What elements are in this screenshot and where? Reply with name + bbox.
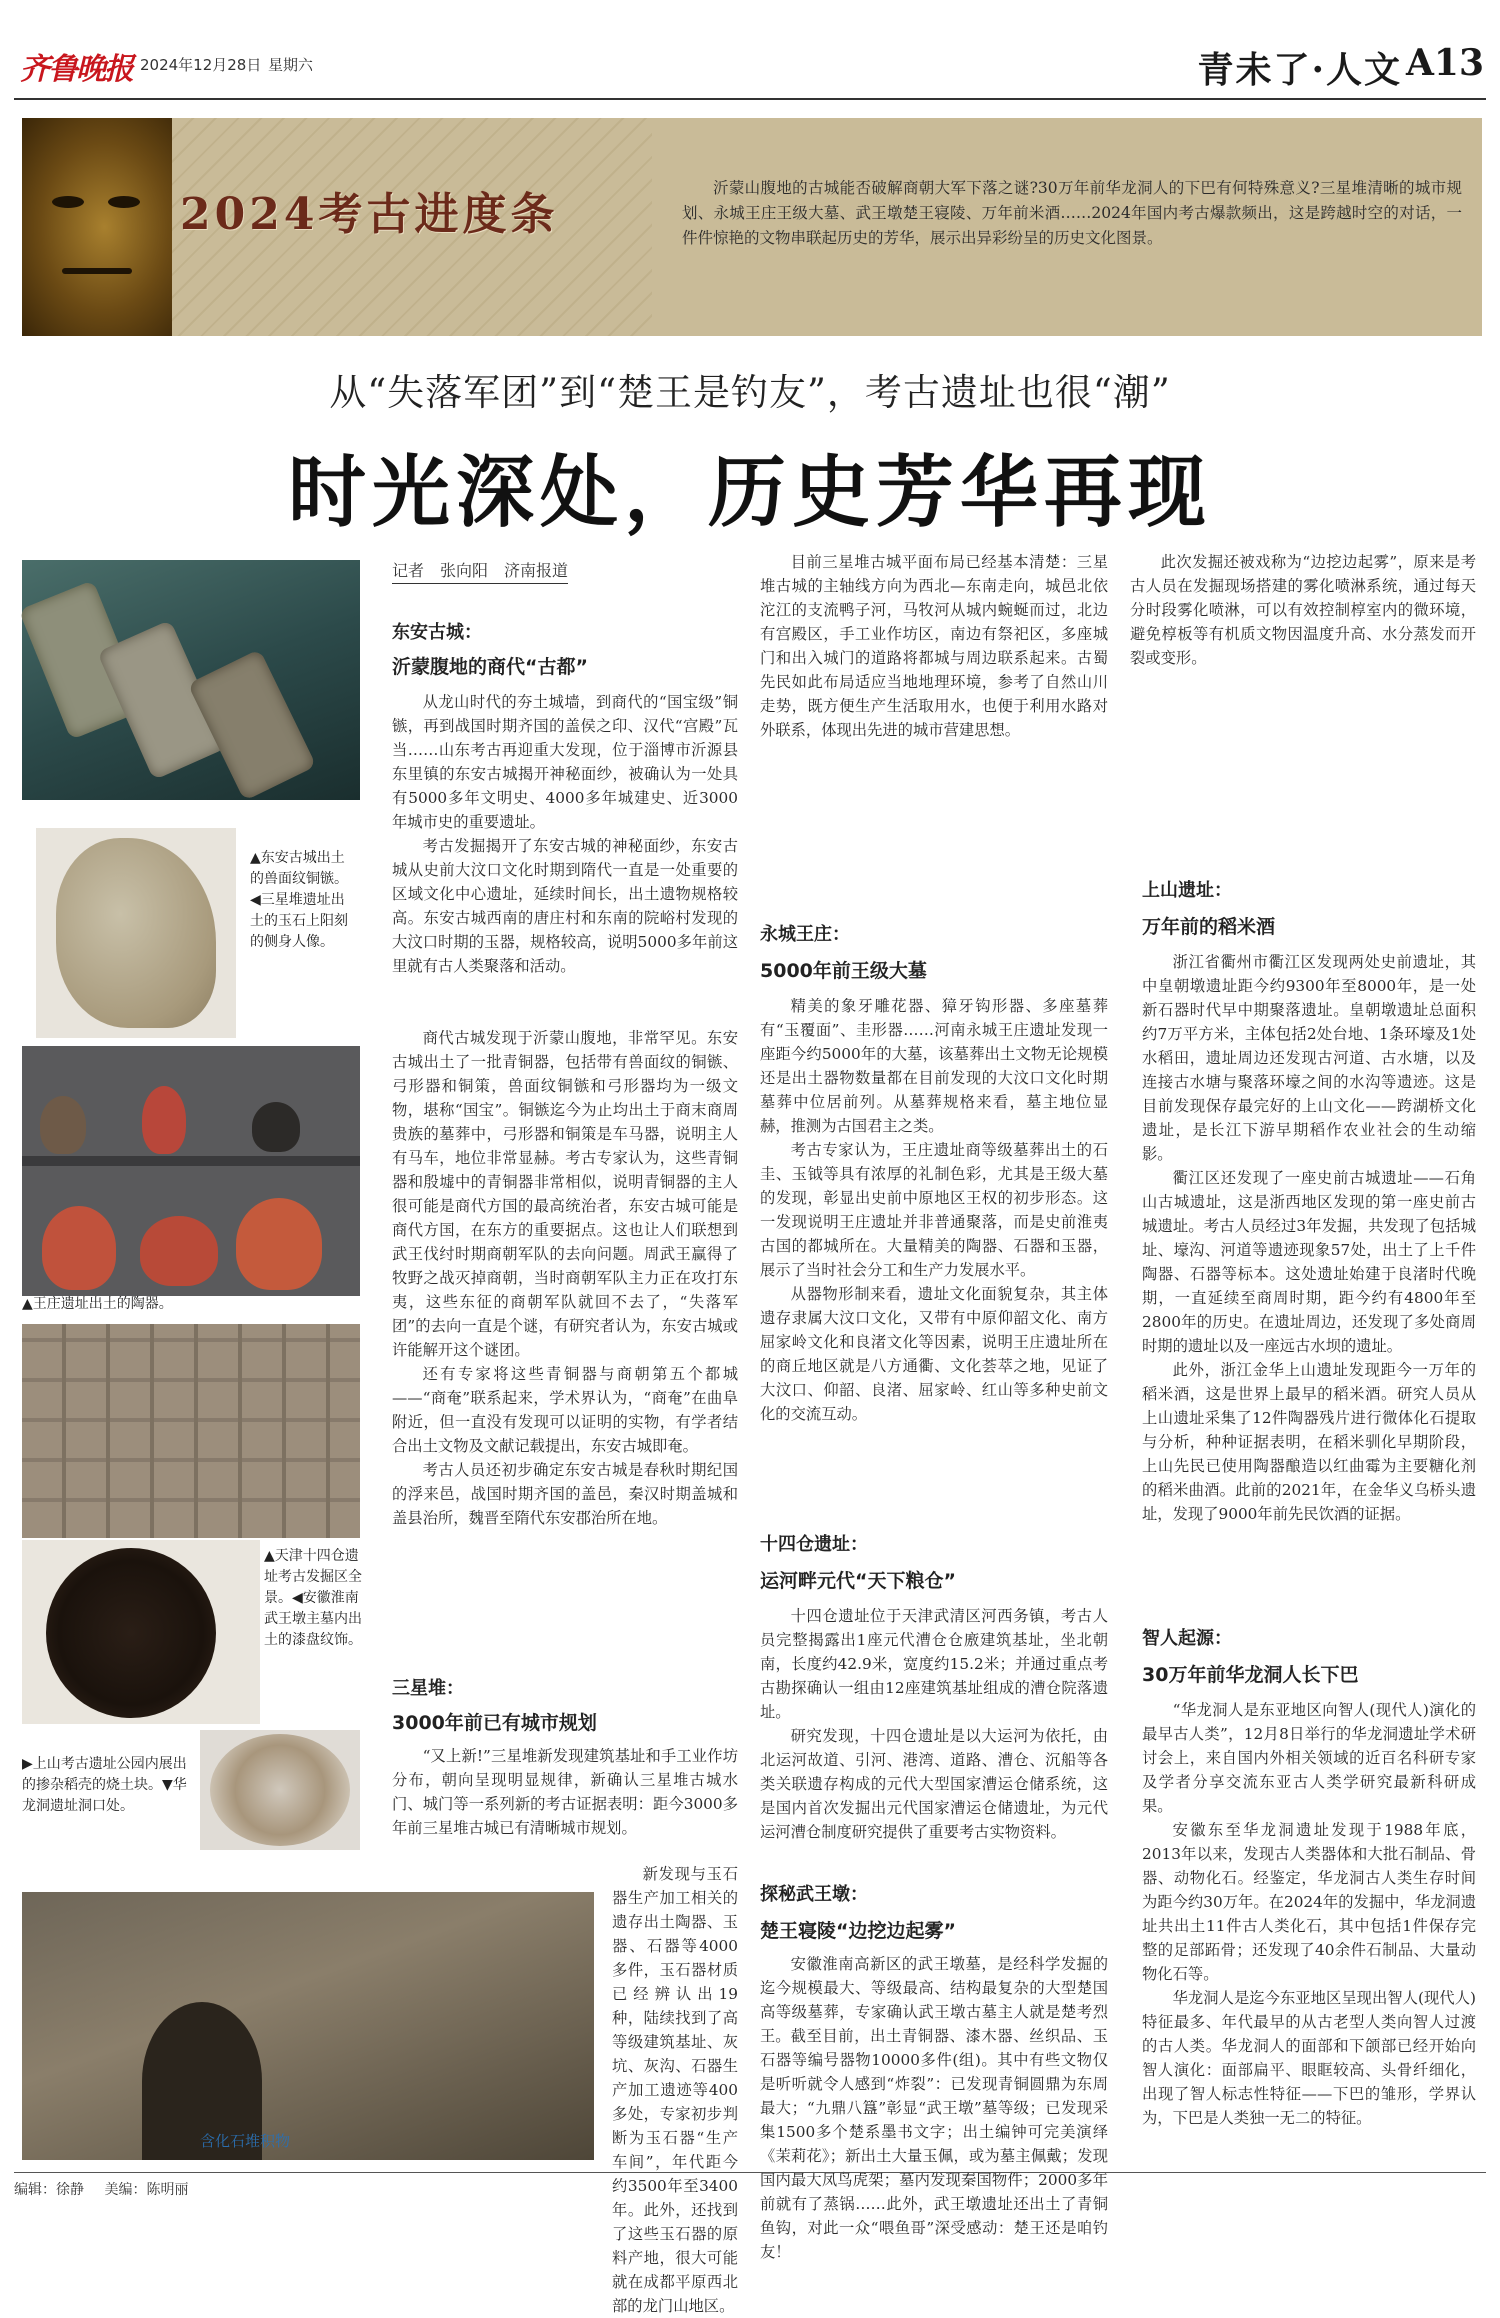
mask-mouth bbox=[62, 268, 132, 274]
paragraph: 考古人员还初步确定东安古城是春秋时期纪国的浮来邑，战国时期齐国的盖邑，秦汉时期盖城和盖县治所，魏晋至隋代东安郡治所在地。 bbox=[392, 1461, 738, 1527]
lacquer-plate-photo bbox=[22, 1540, 260, 1724]
article-column bbox=[392, 690, 738, 978]
paragraph: 衢江区还发现了一座史前古城遗址——石角山古城遗址，这是浙西地区发现的第一座史前古城遗址。考古人员经过3年发掘，共发现了包括城址、壕沟、河道等遗迹现象57处，出土了上千件陶器、石器等标本。这处遗址始建于良渚时代晚期，一直延续至商周时期，距今约有4800年至2800年的历史。在遗址周边，还发现了多处商周时期的遗址以及一座远古水坝的遗址。 bbox=[1142, 1169, 1476, 1355]
article-column bbox=[760, 550, 1108, 742]
photo-caption: ▶上山考古遗址公园内展出的掺杂稻壳的烧土块。▼华龙洞遗址洞口处。 bbox=[22, 1756, 187, 1814]
section-title: 30万年前华龙洞人长下巴 bbox=[1142, 1664, 1359, 1686]
excavation-aerial-photo bbox=[22, 1324, 360, 1538]
section-kicker: 上山遗址： bbox=[1142, 880, 1232, 901]
article-column bbox=[1142, 950, 1476, 1526]
paragraph: 安徽淮南高新区的武王墩墓，是经科学发掘的迄今规模最大、等级最高、结构最复杂的大型楚国高等级墓葬，专家确认武王墩古墓主人就是楚考烈王。 bbox=[760, 1955, 1108, 2045]
article-column bbox=[1142, 1698, 1476, 2168]
paragraph: 截至目前，出土青铜器、漆木器、丝织品、玉石器等编号器物10000多件(组)。其中有些文物仅是听听就令人感到“炸裂”：已发现青铜圆鼎为东周最大；“九鼎八簋”彰显“武王墩”墓等级；已发现采集1500多个楚系墨书文字；出土编钟可完美演绎《茉莉花》；新出土大量玉佩，或为墓主佩戴；发现国内最大凤鸟虎架；墓内发现秦国物件；2000多年前就有了蒸锅……此外，武王墩遗址还出土了青铜鱼钩，对此一众“喂鱼哥”深受感动：楚王还是咱钓友！ bbox=[760, 2027, 1108, 2261]
burnt-clay-photo bbox=[200, 1730, 360, 1850]
banner-title: 2024考古进度条 bbox=[180, 189, 559, 240]
section-kicker: 永城王庄： bbox=[760, 924, 850, 945]
photo-caption: ▲王庄遗址出土的陶器。 bbox=[22, 1296, 173, 1312]
paragraph: 商代古城发现于沂蒙山腹地，非常罕见。东安古城出土了一批青铜器，包括带有兽面纹的铜镞、弓形器和铜策，兽面纹铜镞和弓形器均为一级文物，堪称“国宝”。铜镞迄今为止均出土于商末商周贵族的墓葬中，弓形器和铜策是车马器，说明主人有马车，地位非常显赫。考古专家认为，这些青铜器和殷墟中的青铜器非常相似，说明青铜器的主人很可能是商代方国的最高统治者，东安古城可能是商代方国，在东方的重要据点。这也让人们联想到武王伐纣时期商朝军队的去向问题。周武王赢得了牧野之战灭掉商朝，当时商朝军队主力正在攻打东夷，这些东征的商朝军队就回不去了，“失落军团”的去向一直是个谜，有研究者认为，东安古城或许能解开这个谜团。 bbox=[392, 1029, 738, 1359]
paragraph: 精美的象牙雕花器、獐牙钩形器、多座墓葬有“玉覆面”、圭形器……河南永城王庄遗址发现一座距今约5000年的大墓，该墓葬出土文物无论规模还是出土器物数量都在目前发现的大汶口文化时期墓葬中位居前列。从墓葬规格来看，墓主地位显赫，推测为古国君主之类。 bbox=[760, 997, 1108, 1135]
paragraph: 目前三星堆古城平面布局已经基本清楚：三星堆古城的主轴线方向为西北—东南走向，城邑北依沱江的支流鸭子河，马牧河从城内蜿蜒而过，北边有宫殿区，手工业作坊区，南边有祭祀区，多座城门和出入城门的道路将都城与周边联系起来。古蜀先民如此布局适应当地地理环境，参考了自然山川走势，既方便生产生活取用水，也便于利用水路对外联系，体现出先进的城市营建思想。 bbox=[760, 553, 1108, 739]
article-column bbox=[392, 1026, 738, 1530]
paragraph: 新发现与玉石器生产加工相关的遗存出土陶器、玉器、石器等4000多件，玉石器材质已经辨认出19种，陆续找到了高等级建筑基址、灰坑、灰沟、石器生产加工遗迹等400多处，专家初步判断为玉石器“生产车间”，年代距今约3500年至3400年。此外，还找到了这些玉石器的原料产地，很大可能就在成都平原西北部的龙门山地区。 bbox=[612, 1865, 738, 2315]
article-column bbox=[760, 1604, 1108, 1844]
newspaper-logo: 齐鲁晚报 bbox=[20, 52, 132, 87]
paragraph: 浙江省衢州市衢江区发现两处史前遗址，其中皇朝墩遗址距今约9300年至8000年，是一处新石器时代早中期聚落遗址。皇朝墩遗址总面积约7万平方米，主体包括2处台地、1条环壕及1处水稻田，遗址周边还发现古河道、古水塘，以及连接古水塘与聚落环壕之间的水沟等遗迹。这是目前发现保存最完好的上山文化——跨湖桥文化遗址，是长江下游早期稻作农业社会的生动缩影。 bbox=[1142, 953, 1476, 1163]
photo-caption: ▲东安古城出土的兽面纹铜镞。◀三星堆遗址出土的玉石上阳刻的侧身人像。 bbox=[250, 850, 348, 950]
page-number: A13 bbox=[1405, 42, 1484, 84]
mask-eye-left bbox=[52, 196, 84, 208]
article-headline: 时光深处，历史芳华再现 bbox=[287, 447, 1212, 538]
paragraph: 此次发掘还被戏称为“边挖边起雾”，原来是考古人员在发掘现场搭建的雾化喷淋系统，通过每天分时段雾化喷淋，可以有效控制椁室内的微环境，避免椁板等有机质文物因温度升高、水分蒸发而开裂或变形。 bbox=[1130, 553, 1476, 667]
photo-caption: ▲天津十四仓遗址考古发掘区全景。◀安徽淮南武王墩主墓内出土的漆盘纹饰。 bbox=[264, 1548, 362, 1648]
paragraph: 还有专家将这些青铜器与商朝第五个都城——“商奄”联系起来，学术界认为，“商奄”在曲阜附近，但一直没有发现可以证明的实物，有学者结合出土文物及文献记载提出，东安古城即奄。 bbox=[392, 1365, 738, 1455]
section-kicker: 十四仓遗址： bbox=[760, 1534, 868, 1555]
section-title: 沂蒙腹地的商代“古都” bbox=[392, 656, 588, 678]
paragraph: 十四仓遗址位于天津武清区河西务镇，考古人员完整揭露出1座元代漕仓仓廒建筑基址，坐北朝南，长度约42.9米，宽度约15.2米；并通过重点考古勘探确认一组由12座建筑基址组成的漕仓院落遗址。 bbox=[760, 1607, 1108, 1721]
article-column bbox=[612, 1862, 738, 2315]
designer-credit: 美编：陈明丽 bbox=[104, 2182, 189, 2198]
paragraph: 考古专家认为，王庄遗址商等级墓葬出土的石圭、玉钺等具有浓厚的礼制色彩，尤其是王级大墓的发现，彰显出史前中原地区王权的初步形态。这一发现说明王庄遗址并非普通聚落，而是史前淮夷古国的都城所在。大量精美的陶器、石器和玉器，展示了当时社会分工和生产力发展水平。 bbox=[760, 1141, 1108, 1279]
feature-banner bbox=[22, 118, 1482, 336]
banner-intro: 沂蒙山腹地的古城能否破解商朝大军下落之谜?30万年前华龙洞人的下巴有何特殊意义?三星堆清晰的城市规划、永城王庄王级大墓、武王墩楚王寝陵、万年前米酒……2024年国内考古爆款频出，这是跨越时空的对话，一件件惊艳的文物串联起历史的芳华，展示出异彩纷呈的历史文化图景。 bbox=[682, 179, 1462, 247]
paragraph: 从龙山时代的夯土城墙，到商代的“国宝级”铜镞，再到战国时期齐国的盖侯之印、汉代“宫殿”瓦当……山东考古再迎重大发现，位于淄博市沂源县东里镇的东安古城揭开神秘面纱，被确认为一处具有5000多年文明史、4000多年城建史、近3000年城市史的重要遗址。 bbox=[392, 693, 738, 831]
paragraph: 安徽东至华龙洞遗址发现于1988年底，2013年以来，发现古人类器体和大批石制品、骨器、动物化石。经鉴定，华龙洞古人类生存时间为距今约30万年。在2024年的发掘中，华龙洞遗址共出土11件古人类化石，其中包括1件保存完整的足部跖骨；还发现了40余件石制品、大量动物化石等。 bbox=[1142, 1821, 1476, 1983]
article-column bbox=[760, 2024, 1108, 2261]
paragraph: 研究发现，十四仓遗址是以大运河为依托，由北运河故道、引河、港湾、道路、漕仓、沉船等各类关联遗存构成的元代大型国家漕运仓储系统，这是国内首次发掘出元代国家漕运仓储遗址，为元代运河漕仓制度研究提供了重要考古实物资料。 bbox=[760, 1727, 1108, 1841]
paragraph: “又上新!”三星堆新发现建筑基址和手工业作坊分布，朝向呈现明显规律，新确认三星堆古城水门、城门等一系列新的考古证据表明：距今3000多年前三星堆古城已有清晰城市规划。 bbox=[392, 1747, 738, 1837]
paragraph: 考古发掘揭开了东安古城的神秘面纱，东安古城从史前大汶口文化时期到隋代一直是一处重要的区域文化中心遗址，延续时间长，出土遗物规格较高。东安古城西南的唐庄村和东南的院峪村发现的大汶口时期的玉器，规格较高，说明5000多年前这里就有古人类聚落和活动。 bbox=[392, 837, 738, 975]
section-title: 5000年前王级大墓 bbox=[760, 960, 927, 982]
mask-eye-right bbox=[108, 196, 140, 208]
masthead-rule bbox=[14, 98, 1486, 100]
article-column bbox=[760, 994, 1108, 1426]
section-title: 楚王寝陵“边挖边起雾” bbox=[760, 1920, 956, 1942]
bronze-arrowheads-photo bbox=[22, 560, 360, 800]
paragraph: 华龙洞人是迄今东亚地区呈现出智人(现代人)特征最多、年代最早的从古老型人类向智人过渡的古人类。华龙洞人的面部和下颌部已经开始向智人演化：面部扁平、眼眶较高、头骨纤细化，出现了智人标志性特征——下巴的雏形，学界认为，下巴是人类独一无二的特征。 bbox=[1142, 1989, 1476, 2127]
issue-date: 2024年12月28日 bbox=[140, 56, 262, 74]
cave-entrance-photo bbox=[22, 1892, 594, 2160]
pottery-photo bbox=[22, 1046, 360, 1296]
article-column bbox=[1130, 550, 1476, 670]
section-kicker: 东安古城： bbox=[392, 622, 482, 643]
section-title: 运河畔元代“天下粮仓” bbox=[760, 1570, 956, 1592]
section-kicker: 三星堆： bbox=[392, 1678, 464, 1699]
paragraph: 从器物形制来看，遗址文化面貌复杂，其主体遗存隶属大汶口文化，又带有中原仰韶文化、南方屈家岭文化和良渚文化等因素，说明王庄遗址所在的商丘地区就是八方通衢、文化荟萃之地，见证了大汶口、仰韶、良渚、屈家岭、红山等多种史前文化的交流互动。 bbox=[760, 1285, 1108, 1423]
jade-carving-photo bbox=[36, 828, 236, 1038]
byline: 记者 张向阳 济南报道 bbox=[392, 558, 568, 584]
article-column bbox=[392, 1744, 738, 1840]
issue-weekday: 星期六 bbox=[268, 56, 314, 74]
section-kicker: 探秘武王墩： bbox=[760, 1884, 868, 1905]
photo-label: 含化石堆积物 bbox=[200, 2132, 291, 2150]
page-footer bbox=[14, 2172, 1486, 2199]
paragraph: 此外，浙江金华上山遗址发现距今一万年的稻米酒，这是世界上最早的稻米酒。研究人员从上山遗址采集了12件陶器残片进行微体化石提取与分析，种种证据表明，在稻米驯化早期阶段，上山先民已使用陶器酿造以红曲霉为主要糖化剂的稻米曲酒。此前的2021年，在金华义乌桥头遗址，发现了9000年前先民饮酒的证据。 bbox=[1142, 1361, 1476, 1523]
article-subhead: 从“失落军团”到“楚王是钓友”，考古遗址也很“潮” bbox=[329, 371, 1171, 414]
section-title: 万年前的稻米酒 bbox=[1142, 916, 1276, 938]
editor-credit: 编辑：徐静 bbox=[14, 2182, 84, 2198]
paragraph: “华龙洞人是东亚地区向智人(现代人)演化的最早古人类”，12月8日举行的华龙洞遗址学术研讨会上，来自国内外相关领域的近百名科研专家及学者分享交流东亚古人类学研究最新科研成果。 bbox=[1142, 1701, 1476, 1815]
masthead bbox=[0, 0, 1500, 108]
section-title: 3000年前已有城市规划 bbox=[392, 1712, 597, 1734]
section-kicker: 智人起源： bbox=[1142, 1628, 1232, 1649]
section-name: 青未了·人文 bbox=[1197, 49, 1402, 91]
bronze-mask-image bbox=[22, 118, 172, 336]
